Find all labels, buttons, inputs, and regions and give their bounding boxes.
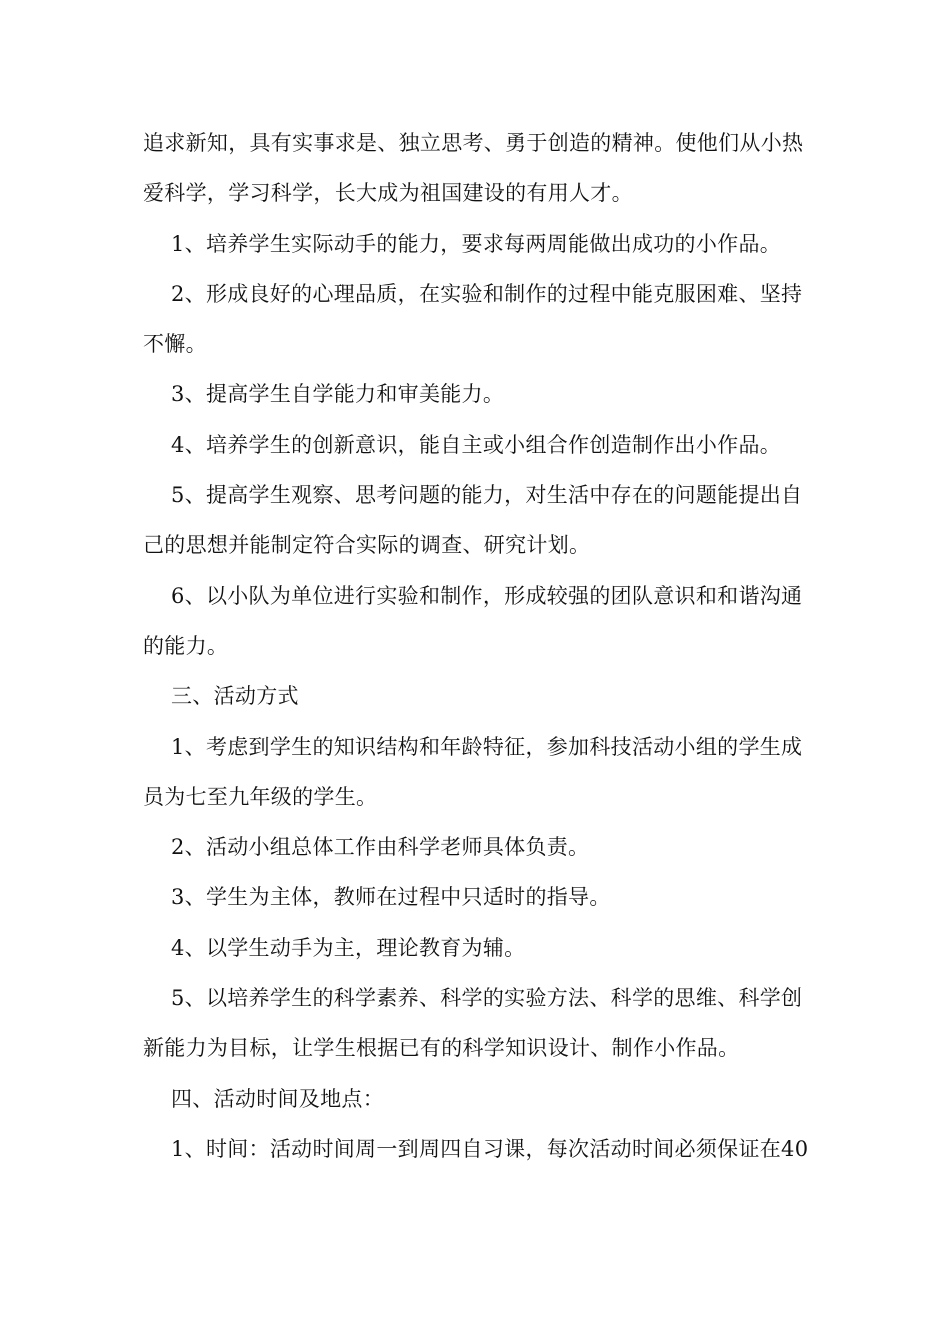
list-item: 3、学生为主体，教师在过程中只适时的指导。 xyxy=(171,885,611,910)
text-line: 追求新知，具有实事求是、独立思考、勇于创造的精神。使他们从小热 xyxy=(143,131,804,155)
document-body xyxy=(143,118,808,1174)
list-item: 1、培养学生实际动手的能力，要求每两周能做出成功的小作品。 xyxy=(171,231,782,256)
list-item: 2、形成良好的心理品质，在实验和制作的过程中能克服困难、坚持 xyxy=(171,281,803,306)
list-item: 1、考虑到学生的知识结构和年龄特征，参加科技活动小组的学生成 xyxy=(171,734,803,759)
text-line: 己的思想并能制定符合实际的调查、研究计划。 xyxy=(143,533,591,558)
list-item: 6、以小队为单位进行实验和制作，形成较强的团队意识和和谐沟通 xyxy=(171,583,803,608)
list-item: 5、以培养学生的科学素养、科学的实验方法、科学的思维、科学创 xyxy=(171,986,803,1011)
text-line: 新能力为目标，让学生根据已有的科学知识设计、制作小作品。 xyxy=(143,1036,740,1061)
section-heading: 三、活动方式 xyxy=(171,684,299,709)
list-item: 4、培养学生的创新意识，能自主或小组合作创造制作出小作品。 xyxy=(171,432,782,457)
list-item: 3、提高学生自学能力和审美能力。 xyxy=(171,382,505,407)
list-item: 4、以学生动手为主，理论教育为辅。 xyxy=(171,935,526,960)
list-item: 1、时间：活动时间周一到周四自习课，每次活动时间必须保证在40 xyxy=(171,1136,808,1161)
text-line: 不懈。 xyxy=(143,332,207,357)
text-line: 爱科学，学习科学，长大成为祖国建设的有用人才。 xyxy=(143,181,633,206)
list-item: 5、提高学生观察、思考问题的能力，对生活中存在的问题能提出自 xyxy=(171,483,803,508)
section-heading: 四、活动时间及地点： xyxy=(171,1086,384,1111)
text-line: 员为七至九年级的学生。 xyxy=(143,784,378,809)
text-line: 的能力。 xyxy=(143,633,229,658)
list-item: 2、活动小组总体工作由科学老师具体负责。 xyxy=(171,835,590,860)
